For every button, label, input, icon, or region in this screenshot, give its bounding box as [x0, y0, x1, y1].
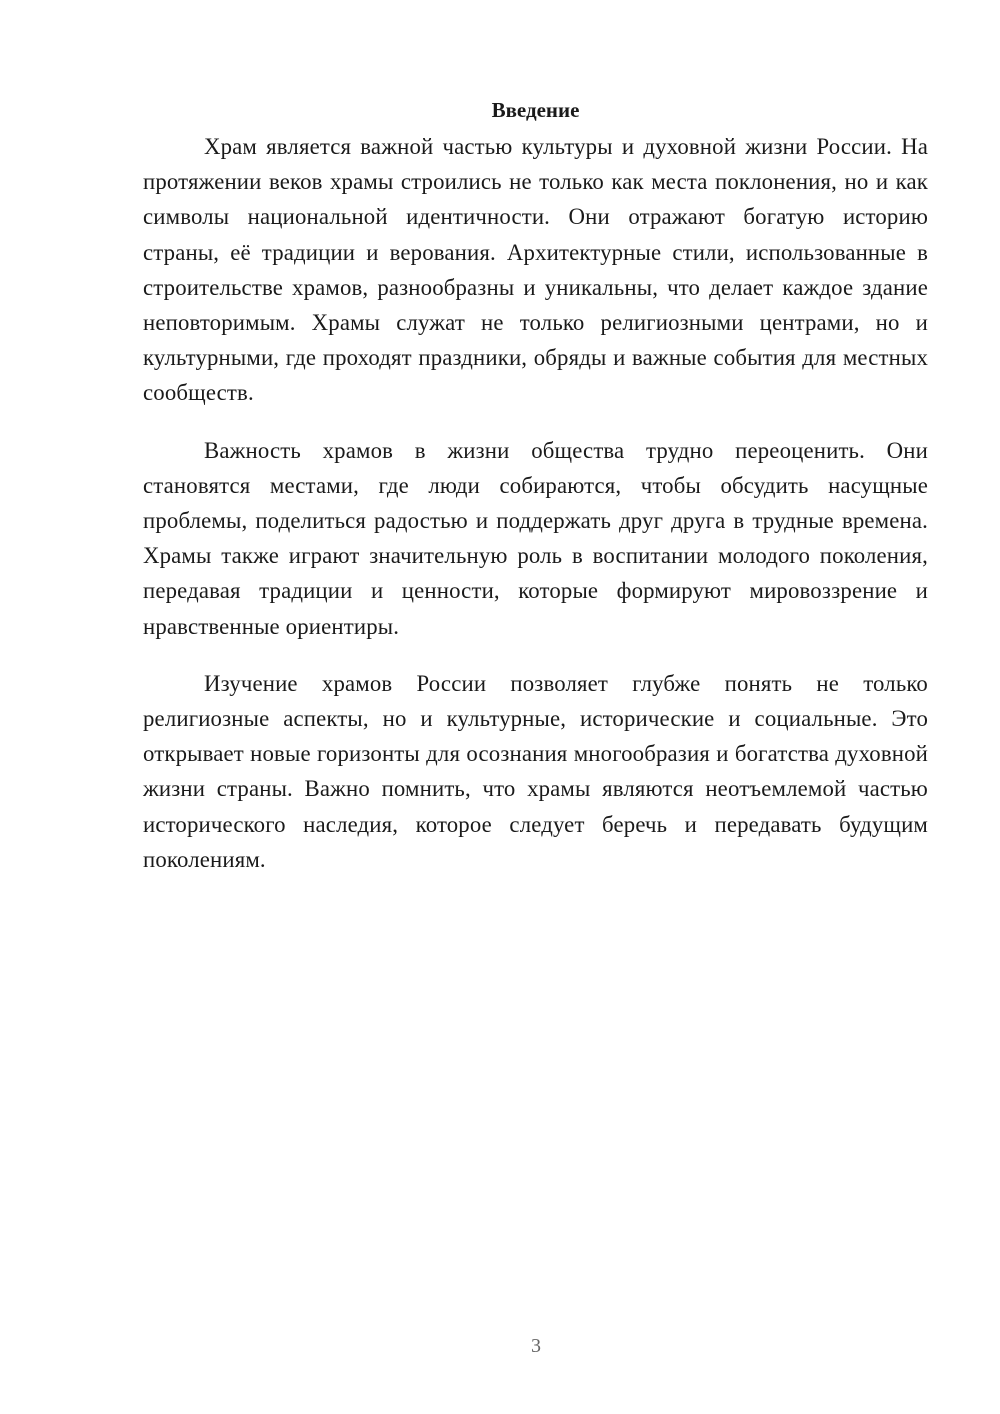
section-heading: Введение [491, 98, 580, 122]
paragraph-3: Изучение храмов России позволяет глубже понять не только религиозные аспекты, но и культурные, исторические и социальные. Это открывает новые горизонты для осознания многообразия и богатства духовной жизни страны. Важно помнить, что храмы являются неотъемлемой частью исторического наследия, которое следует беречь и передавать будущим поколениям. [143, 670, 928, 872]
page-content [143, 94, 928, 899]
page-number: 3 [531, 1335, 541, 1357]
paragraph-2: Важность храмов в жизни общества трудно переоценить. Они становятся местами, где люди собираются, чтобы обсудить насущные проблемы, поделиться радостью и поддержать друг друга в трудные времена. Храмы также играют значительную роль в воспитании молодого поколения, передавая традиции и ценности, которые формируют мировоззрение и нравственные ориентиры. [143, 437, 928, 639]
paragraph-1: Храм является важной частью культуры и духовной жизни России. На протяжении веков храмы строились не только как места поклонения, но и как символы национальной идентичности. Они отражают богатую историю страны, её традиции и верования. Архитектурные стили, использованные в строительстве храмов, разнообразны и уникальны, что делает каждое здание неповторимым. Храмы служат не только религиозными центрами, но и культурными, где проходят праздники, обряды и важные события для местных сообществ. [143, 134, 928, 406]
